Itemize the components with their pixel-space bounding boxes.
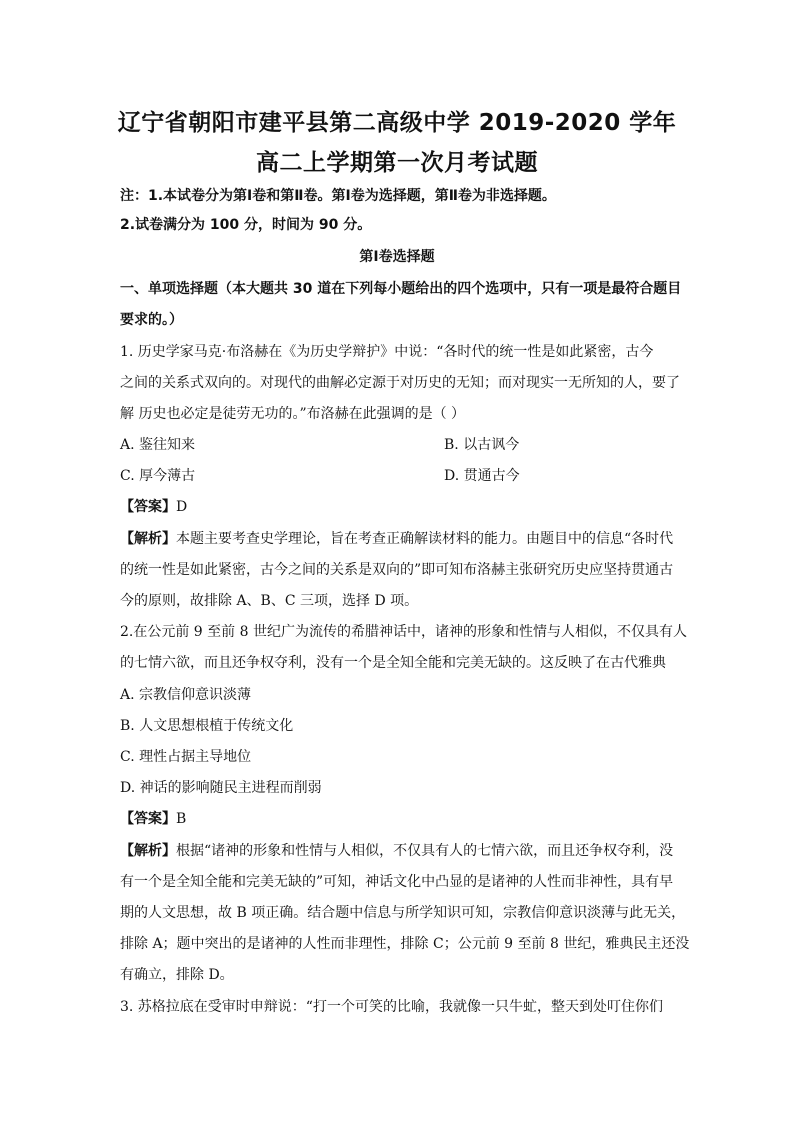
q1-analysis-line-1 [120,529,680,549]
q1-answer-label: 【答案】 [120,499,176,515]
q2-analysis-line-1 [120,841,680,861]
q1-option-b: B. 以古讽今 [444,437,520,453]
section-title: 第Ⅰ卷选择题 [359,249,435,265]
q1-stem-line-1: 1. 历史学家马克·布洛赫在《为历史学辩护》中说：“各时代的统一性是如此紧密，古今 [120,344,654,360]
q1-analysis-text-1: 本题主要考查史学理论，旨在考查正确解读材料的能力。由题目中的信息“各时代 [176,531,674,547]
q2-answer-value: B [176,811,187,827]
q2-analysis-line-4: 排除 A；题中突出的是诸神的人性而非理性，排除 C；公元前 9 至前 8 世纪，雅典民主还没 [120,936,690,952]
q1-analysis-label: 【解析】 [120,531,176,547]
q2-analysis-line-5: 有确立，排除 D。 [120,967,234,983]
q2-option-d: D. 神话的影响随民主进程而削弱 [120,780,322,796]
q2-answer [120,809,680,829]
q2-analysis-text-1: 根据“诸神的形象和性情与人相似，不仅具有人的七情六欲，而且还争权夺利，没 [176,843,674,859]
note-2: 2.试卷满分为 100 分，时间为 90 分。 [120,217,372,233]
q1-stem-line-3: 解 历史也必定是徒劳无功的。”布洛赫在此强调的是（ ） [120,406,466,422]
q1-option-d: D. 贯通古今 [444,468,520,484]
q2-stem-line-2: 的七情六欲，而且还争权夺利，没有一个是全知全能和完美无缺的。这反映了在古代雅典 [120,655,666,671]
q1-option-c: C. 厚今薄古 [120,468,196,484]
exam-title-line-1: 辽宁省朝阳市建平县第二高级中学 2019-2020 学年 [117,110,677,136]
q2-stem-line-1: 2.在公元前 9 至前 8 世纪广为流传的希腊神话中，诸神的形象和性情与人相似，不仅具有人 [120,624,687,640]
q2-analysis-line-2: 有一个是全知全能和完美无缺的”可知，神话文化中凸显的是诸神的人性而非神性，具有早 [120,874,674,890]
q1-analysis-line-2: 的统一性是如此紧密，古今之间的关系是双向的”即可知布洛赫主张研究历史应坚持贯通古 [120,562,674,578]
q1-option-a: A. 鉴往知来 [120,437,196,453]
note-1: 注：1.本试卷分为第Ⅰ卷和第Ⅱ卷。第Ⅰ卷为选择题，第Ⅱ卷为非选择题。 [120,188,556,204]
q2-option-b: B. 人文思想根植于传统文化 [120,718,294,734]
q2-option-c: C. 理性占据主导地位 [120,749,252,765]
q3-stem-line-1: 3. 苏格拉底在受审时申辩说：“打一个可笑的比喻，我就像一只牛虻，整天到处叮住你们 [120,999,663,1015]
q2-answer-label: 【答案】 [120,811,176,827]
q1-answer [120,497,680,517]
q2-option-a: A. 宗教信仰意识淡薄 [120,687,252,703]
q1-analysis-line-3: 今的原则，故排除 A、B、C 三项，选择 D 项。 [120,593,419,609]
q2-analysis-line-3: 期的人文思想，故 B 项正确。结合题中信息与所学知识可知，宗教信仰意识淡薄与此无关， [120,905,686,921]
q1-stem-line-2: 之间的关系式双向的。对现代的曲解必定源于对历史的无知；而对现实一无所知的人，要了 [120,375,680,391]
part-heading-line-2: 要求的。） [120,312,183,328]
exam-title-line-2: 高二上学期第一次月考试题 [256,150,538,176]
part-heading-line-1: 一、单项选择题（本大题共 30 道在下列每小题给出的四个选项中，只有一项是最符合题目 [120,281,682,297]
q2-analysis-label: 【解析】 [120,843,176,859]
q1-answer-value: D [176,499,188,515]
